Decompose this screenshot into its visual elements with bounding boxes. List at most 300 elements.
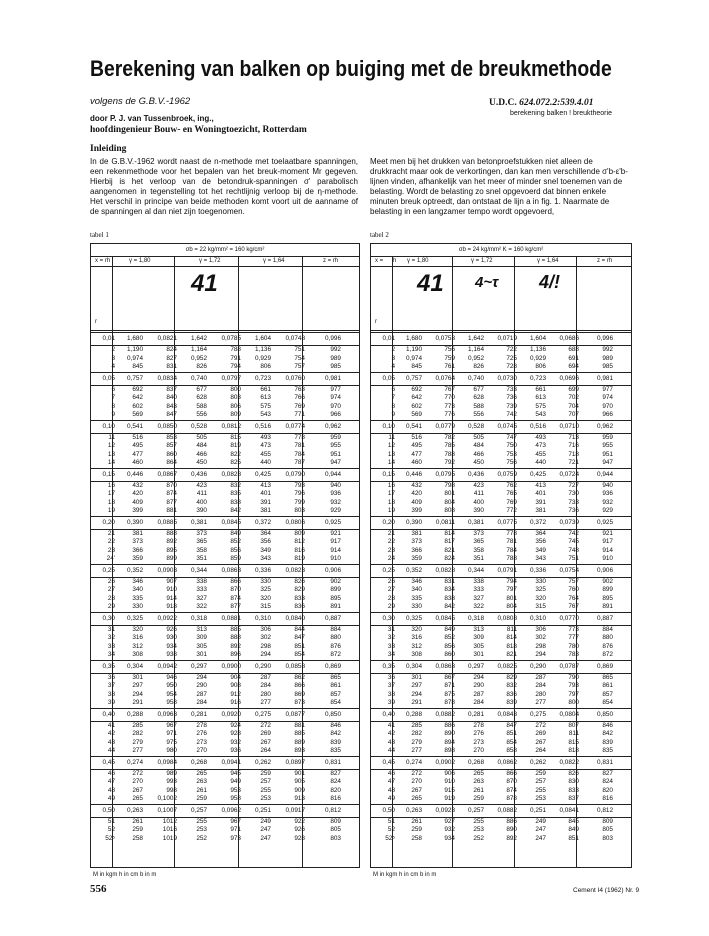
header-symbol: 4/! xyxy=(539,272,561,292)
table-cell: 0,929 xyxy=(255,354,271,362)
table-cell: 272 xyxy=(132,769,143,777)
table-row xyxy=(371,434,631,443)
table-cell: 838 xyxy=(444,594,455,602)
table-cell: 460 xyxy=(132,459,143,466)
table-cell: 946 xyxy=(166,673,177,681)
table-cell: 0,01 xyxy=(102,335,115,342)
table-row xyxy=(371,804,631,818)
table-cell: 707 xyxy=(568,411,579,418)
table-cell: 849 xyxy=(230,529,241,537)
table-cell: 0,262 xyxy=(255,758,271,766)
table-cell: 803 xyxy=(602,834,613,842)
table-cell: 0,887 xyxy=(325,614,341,622)
table-cell: 756 xyxy=(506,459,517,466)
table-row xyxy=(371,826,631,835)
table-cell: 349 xyxy=(535,546,546,554)
table-cell: 836 xyxy=(506,690,517,698)
table-cell: 862 xyxy=(294,673,305,681)
table-row xyxy=(371,468,631,482)
table-cell: 628 xyxy=(473,394,484,401)
table-cell: 47 xyxy=(107,778,115,785)
table-cell: 505 xyxy=(473,433,484,441)
table-cell: 0,0841 xyxy=(559,806,579,814)
table-cell: 261 xyxy=(196,786,207,794)
table-cell: 26 xyxy=(107,577,115,585)
table-cell: 359 xyxy=(132,555,143,562)
table-cell: 0,1002 xyxy=(157,795,177,802)
table-cell: 257 xyxy=(535,778,546,785)
table-row xyxy=(371,403,631,412)
table-cell: 793 xyxy=(294,481,305,489)
table-cell: 346 xyxy=(411,577,422,585)
table-cell: 803 xyxy=(294,507,305,514)
table-cell: 21 xyxy=(107,529,115,537)
table-cell: 294 xyxy=(411,690,422,698)
table-cell: 366 xyxy=(411,546,422,554)
table-row xyxy=(371,660,631,674)
table-cell: 423 xyxy=(473,481,484,489)
table-cell: 0,20 xyxy=(382,518,395,526)
table-cell: 0,344 xyxy=(468,566,484,574)
table-cell: 264 xyxy=(535,747,546,754)
table-cell: 0,0730 xyxy=(497,374,517,382)
table-cell: 794 xyxy=(506,577,517,585)
table-cell: 31 xyxy=(387,625,395,633)
table-cell: 0,0696 xyxy=(559,374,579,382)
table-cell: 287 xyxy=(535,673,546,681)
table-cell: 796 xyxy=(294,490,305,497)
table-cell: 277 xyxy=(535,699,546,706)
table-cell: 22 xyxy=(387,538,395,545)
table-cell: 910 xyxy=(166,586,177,593)
table-row xyxy=(91,555,359,564)
table-cell: 875 xyxy=(444,690,455,698)
table-cell: 809 xyxy=(330,817,341,825)
table-cell: 819 xyxy=(230,442,241,449)
table-cell: 0,0867 xyxy=(157,470,177,478)
table-cell: 325 xyxy=(535,586,546,593)
table-row xyxy=(91,603,359,612)
table-cell: 955 xyxy=(330,442,341,449)
table-cell: 308 xyxy=(411,651,422,658)
table-cell: 11 xyxy=(108,433,115,441)
table-cell: 788 xyxy=(506,555,517,562)
table-cell: 992 xyxy=(330,346,341,353)
table-cell: 809 xyxy=(602,817,613,825)
table-cell: 46 xyxy=(107,769,115,777)
table-cell: 0,740 xyxy=(468,374,484,382)
table-cell: 495 xyxy=(132,442,143,449)
table-header-cols xyxy=(371,256,631,267)
table-cell: 29 xyxy=(107,603,115,610)
table-cell: 826 xyxy=(294,577,305,585)
table-cell: 349 xyxy=(260,546,271,554)
table-cell: 858 xyxy=(506,747,517,754)
table-cell: 818 xyxy=(506,642,517,650)
table-cell: 279 xyxy=(411,738,422,746)
table-cell: 413 xyxy=(260,481,271,489)
table-cell: 842 xyxy=(444,603,455,610)
table-cell: 477 xyxy=(132,450,143,458)
table-cell: 853 xyxy=(166,433,177,441)
table-cell: 0,257 xyxy=(191,806,207,814)
table-cell: 284 xyxy=(260,682,271,689)
table-1 xyxy=(90,243,360,878)
table-cell: 0,268 xyxy=(468,758,484,766)
table-cell: 0,831 xyxy=(597,758,613,766)
table-cell: 829 xyxy=(506,673,517,681)
table-cell: 253 xyxy=(260,795,271,802)
table-cell: 846 xyxy=(602,721,613,729)
table-cell: 0,981 xyxy=(325,374,341,382)
table-cell: 807 xyxy=(568,721,579,729)
table-cell: 753 xyxy=(506,450,517,458)
table-row xyxy=(371,578,631,587)
table-cell: 778 xyxy=(294,433,305,441)
table-cell: 51 xyxy=(107,817,115,825)
table-row xyxy=(91,660,359,674)
author-role: hoofdingenieur Bouw- en Woningtoezicht, Rotterdam xyxy=(90,125,307,135)
table-cell: 9 xyxy=(391,411,395,418)
udc-code: 624.072.2:539.4.01 xyxy=(519,98,594,108)
row-label: r xyxy=(95,319,97,325)
table-cell: 854 xyxy=(294,651,305,658)
table-cell: 0,35 xyxy=(102,662,115,670)
table-cell: 966 xyxy=(602,411,613,418)
table-row xyxy=(91,691,359,700)
table-cell: 493 xyxy=(535,433,546,441)
table-cell: 320 xyxy=(411,625,422,633)
table-cell: 261 xyxy=(132,817,143,825)
table-cell: 928 xyxy=(230,730,241,737)
table-cell: 895 xyxy=(166,546,177,554)
table-cell: 312 xyxy=(411,642,422,650)
table-cell: 276 xyxy=(196,730,207,737)
table-cell: 270 xyxy=(132,778,143,785)
table-cell: 0,0828 xyxy=(435,566,455,574)
table-row xyxy=(371,372,631,386)
table-cell: 856 xyxy=(230,546,241,554)
table-cell: 305 xyxy=(196,642,207,650)
column-header: γ = 1,80 xyxy=(129,258,151,264)
table-cell: 1,136 xyxy=(255,346,271,353)
table-cell: 783 xyxy=(568,651,579,658)
table-cell: 769 xyxy=(506,498,517,506)
table-cell: 0,0877 xyxy=(285,710,305,718)
table-cell: 272 xyxy=(535,721,546,729)
table-cell: 13 xyxy=(387,450,395,458)
table-cell: 1,190 xyxy=(406,346,422,353)
table-cell: 0,304 xyxy=(127,662,143,670)
table-cell: 0,0828 xyxy=(221,470,241,478)
table-cell: 33 xyxy=(107,642,115,650)
table-cell: 826 xyxy=(568,769,579,777)
table-cell: 287 xyxy=(196,690,207,698)
keywords: berekening balken ! breuktheorie xyxy=(510,110,612,117)
table-cell: 0,0863 xyxy=(435,662,455,670)
table-cell: 852 xyxy=(230,538,241,545)
table-cell: 280 xyxy=(260,690,271,698)
table-cell: 0,304 xyxy=(406,662,422,670)
table-cell: 575 xyxy=(535,402,546,410)
table-row xyxy=(91,578,359,587)
table-row xyxy=(91,394,359,403)
table-cell: 839 xyxy=(330,738,341,746)
table-cell: 358 xyxy=(196,546,207,554)
table-cell: 420 xyxy=(411,490,422,497)
table-cell: 280 xyxy=(535,690,546,698)
table-cell: 874 xyxy=(166,490,177,497)
table-cell: 37 xyxy=(107,682,115,689)
table-cell: 904 xyxy=(230,673,241,681)
table-cell: 929 xyxy=(602,507,613,514)
table-cell: 450 xyxy=(196,459,207,466)
table-cell: 0,0882 xyxy=(497,806,517,814)
table-row xyxy=(91,699,359,708)
table-cell: 0,274 xyxy=(127,758,143,766)
table-cell: 947 xyxy=(330,459,341,466)
table-cell: 932 xyxy=(330,498,341,506)
column-header: h xyxy=(393,258,397,264)
table-cell: 0,0863 xyxy=(221,566,241,574)
table-cell: 272 xyxy=(260,721,271,729)
table-cell: 0,372 xyxy=(530,518,546,526)
table-cell: 958 xyxy=(166,699,177,706)
table-cell: 420 xyxy=(132,490,143,497)
table-row xyxy=(371,564,631,578)
table-cell: 816 xyxy=(602,795,613,802)
table-cell: 0,850 xyxy=(325,710,341,718)
table-cell: 781 xyxy=(506,538,517,545)
table-cell: 954 xyxy=(166,690,177,698)
table-cell: 16 xyxy=(387,481,395,489)
table-cell: 0,541 xyxy=(127,422,143,430)
table-row xyxy=(91,403,359,412)
table-cell: 951 xyxy=(330,450,341,458)
udc-prefix: U.D.C. xyxy=(489,98,520,108)
table-cell: 885 xyxy=(294,730,305,737)
column-header: γ = 1,72 xyxy=(199,258,221,264)
table-cell: 44 xyxy=(387,747,395,754)
table-cell: 267 xyxy=(260,738,271,746)
table-cell: 46 xyxy=(387,769,395,777)
udc-classification xyxy=(489,98,594,108)
table-cell: 0,757 xyxy=(406,374,422,382)
table-cell: 401 xyxy=(260,490,271,497)
table-cell: 0,0843 xyxy=(497,710,517,718)
table-cell: 0,318 xyxy=(191,614,207,622)
table-cell: 0,974 xyxy=(406,354,422,362)
table-cell: 881 xyxy=(166,507,177,514)
table-cell: 886 xyxy=(444,721,455,729)
table-cell: 945 xyxy=(230,769,241,777)
table-cell: 872 xyxy=(602,651,613,658)
table-cell: 0,05 xyxy=(102,374,115,382)
table-row xyxy=(371,795,631,804)
table-cell: 727 xyxy=(568,481,579,489)
table-cell: 861 xyxy=(602,682,613,689)
table-row xyxy=(91,482,359,491)
table-row xyxy=(91,643,359,652)
table-cell: 851 xyxy=(506,730,517,737)
table-cell: 36 xyxy=(107,673,115,681)
table-cell: 49 xyxy=(387,795,395,802)
table-cell: 0,263 xyxy=(127,806,143,814)
table-cell: 716 xyxy=(568,442,579,449)
table-cell: 302 xyxy=(535,634,546,641)
table-cell: 866 xyxy=(506,769,517,777)
table-cell: 967 xyxy=(230,817,241,825)
table-cell: 432 xyxy=(132,481,143,489)
table-cell: 409 xyxy=(411,498,422,506)
table-cell: 821 xyxy=(506,651,517,658)
table-cell: 253 xyxy=(535,795,546,802)
table-cell: 297 xyxy=(411,682,422,689)
table-cell: 800 xyxy=(230,385,241,393)
table-cell: 912 xyxy=(230,690,241,698)
table-cell: 290 xyxy=(473,682,484,689)
table-cell: 0,288 xyxy=(127,710,143,718)
table-cell: 754 xyxy=(294,354,305,362)
table-cell: 974 xyxy=(330,394,341,401)
table-cell: 0,281 xyxy=(468,710,484,718)
table-cell: 878 xyxy=(506,795,517,802)
table-cell: 932 xyxy=(230,738,241,746)
table-cell: 27 xyxy=(387,586,395,593)
table-cell: 895 xyxy=(330,594,341,602)
table-cell: 613 xyxy=(535,394,546,401)
table-cell: 784 xyxy=(294,450,305,458)
table-cell: 247 xyxy=(535,834,546,842)
table-cell: 857 xyxy=(602,690,613,698)
table-cell: 0,325 xyxy=(406,614,422,622)
table-cell: 602 xyxy=(411,402,422,410)
table-row xyxy=(371,482,631,491)
table-cell: 895 xyxy=(602,594,613,602)
table-cell: 966 xyxy=(330,411,341,418)
table-cell: 340 xyxy=(411,586,422,593)
table-cell: 343 xyxy=(260,555,271,562)
table-cell: 270 xyxy=(411,778,422,785)
table-row xyxy=(91,507,359,516)
table-cell: 970 xyxy=(330,402,341,410)
table-cell: 0,0804 xyxy=(559,710,579,718)
table-cell: 330 xyxy=(535,577,546,585)
table-row xyxy=(91,634,359,643)
table-cell: 0,297 xyxy=(191,662,207,670)
table-cell: 411 xyxy=(196,490,207,497)
table-cell: 0,0787 xyxy=(559,662,579,670)
journal-reference: Cement I4 (1962) Nr. 9 xyxy=(573,887,640,894)
table-cell: 0,996 xyxy=(325,335,341,342)
table-cell: 849 xyxy=(444,625,455,633)
table-cell: 817 xyxy=(444,538,455,545)
table-cell: 835 xyxy=(230,490,241,497)
table-cell: 473 xyxy=(260,442,271,449)
table-cell: 974 xyxy=(602,394,613,401)
table-cell: 249 xyxy=(260,817,271,825)
table-cell: 833 xyxy=(294,594,305,602)
table-cell: 959 xyxy=(602,433,613,441)
table-cell: 0,0760 xyxy=(285,374,305,382)
table-cell: 0,0858 xyxy=(285,662,305,670)
table-cell: 849 xyxy=(568,826,579,833)
table-cell: 949 xyxy=(230,778,241,785)
table-cell: 0,0941 xyxy=(221,758,241,766)
table-row xyxy=(91,651,359,660)
table-cell: 306 xyxy=(535,625,546,633)
table-cell: 258 xyxy=(132,834,143,842)
table-cell: 891 xyxy=(330,603,341,610)
table-cell: 919 xyxy=(444,795,455,802)
table-cell: 1,604 xyxy=(255,335,271,342)
table-cell: 0,262 xyxy=(530,758,546,766)
table-cell: 0,869 xyxy=(597,662,613,670)
table-cell: 31 xyxy=(107,625,115,633)
table-cell: 812 xyxy=(294,538,305,545)
table-cell: 9 xyxy=(111,411,115,418)
table-cell: 0,996 xyxy=(597,335,613,342)
table-cell: 0,381 xyxy=(191,518,207,526)
table-2 xyxy=(370,243,632,878)
table-cell: 1,136 xyxy=(530,346,546,353)
table-cell: 892 xyxy=(230,642,241,650)
table-row xyxy=(371,603,631,612)
table-cell: 977 xyxy=(602,385,613,393)
table-row xyxy=(91,538,359,547)
table-cell: 824 xyxy=(330,778,341,785)
table-cell: 967 xyxy=(166,721,177,729)
column-header: γ = 1,72 xyxy=(471,258,493,264)
table-cell: 0,281 xyxy=(191,710,207,718)
table-cell: 252 xyxy=(473,834,484,842)
table-cell: 48 xyxy=(107,786,115,794)
table-cell: 440 xyxy=(535,459,546,466)
table-cell: 975 xyxy=(166,738,177,746)
table-cell: 881 xyxy=(294,721,305,729)
table-cell: 950 xyxy=(166,682,177,689)
table-cell: 390 xyxy=(473,507,484,514)
table-cell: 0,336 xyxy=(255,566,271,574)
table-cell: 0,268 xyxy=(191,758,207,766)
table-cell: 938 xyxy=(166,651,177,658)
table-cell: 255 xyxy=(196,817,207,825)
table-cell: 0,310 xyxy=(530,614,546,622)
table-cell: 873 xyxy=(294,699,305,706)
table-cell: 803 xyxy=(230,394,241,401)
table-cell: 316 xyxy=(411,634,422,641)
table-cell: 836 xyxy=(294,603,305,610)
table-cell: 52 xyxy=(387,826,395,833)
table-cell: 730 xyxy=(568,490,579,497)
table-cell: 516 xyxy=(411,433,422,441)
table-row xyxy=(91,346,359,355)
table-cell: 806 xyxy=(260,363,271,370)
table-cell: 932 xyxy=(444,826,455,833)
table-cell: 677 xyxy=(473,385,484,393)
table-cell: 992 xyxy=(602,346,613,353)
table-cell: 335 xyxy=(132,594,143,602)
table-cell: 642 xyxy=(132,394,143,401)
table-cell: 928 xyxy=(294,834,305,842)
table-cell: 793 xyxy=(568,682,579,689)
table-cell: 718 xyxy=(568,450,579,458)
table-cell: 885 xyxy=(230,625,241,633)
table-cell: 871 xyxy=(444,682,455,689)
table-cell: 0,10 xyxy=(102,422,115,430)
table-cell: 0,290 xyxy=(530,662,546,670)
table-row xyxy=(91,442,359,451)
